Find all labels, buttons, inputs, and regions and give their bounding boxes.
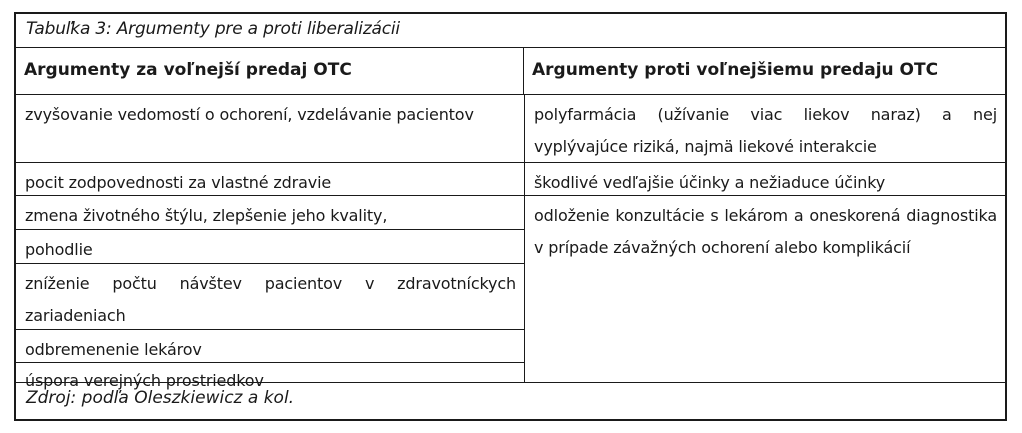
- table-cell-for-6: odbremenenie lekárov: [16, 330, 524, 363]
- table-cell-against-3: odloženie konzultácie s lekárom a oneskorená diagnostika v prípade závažných ochorení alebo komplikácií: [534, 206, 997, 257]
- table-cell-for-1: zvyšovanie vedomostí o ochorení, vzdelávanie pacientov: [16, 95, 524, 163]
- arguments-against-column: [524, 95, 1005, 382]
- arguments-for-column: [16, 95, 524, 390]
- table-cell-for-2: pocit zodpovednosti za vlastné zdravie: [16, 163, 524, 196]
- table-cell-for-4: pohodlie: [16, 230, 524, 264]
- header-arguments-against: Argumenty proti voľnejšiemu predaju OTC: [532, 60, 939, 80]
- otc-arguments-table: [14, 12, 1007, 421]
- header-arguments-for: Argumenty za voľnejší predaj OTC: [16, 48, 524, 94]
- table-body: [16, 95, 1005, 390]
- table-cell-for-7: úspora verejných prostriedkov: [25, 371, 264, 390]
- table-header-row: [16, 48, 1005, 95]
- table-cell-for-3: zmena životného štýlu, zlepšenie jeho kvality,: [16, 196, 524, 230]
- table-cell-for-5: zníženie počtu návštev pacientov v zdravotníckych zariadeniach: [16, 264, 524, 330]
- table-cell-against-2: škodlivé vedľajšie účinky a nežiaduce účinky: [525, 163, 1005, 196]
- table-cell-against-1: polyfarmácia (užívanie viac liekov naraz) a nej vyplývajúce riziká, najmä liekové interakcie: [525, 95, 1005, 163]
- table-caption: Tabuľka 3: Argumenty pre a proti liberalizácii: [16, 14, 1005, 48]
- table-source-note: Zdroj: podľa Oleszkiewicz a kol.: [26, 388, 295, 408]
